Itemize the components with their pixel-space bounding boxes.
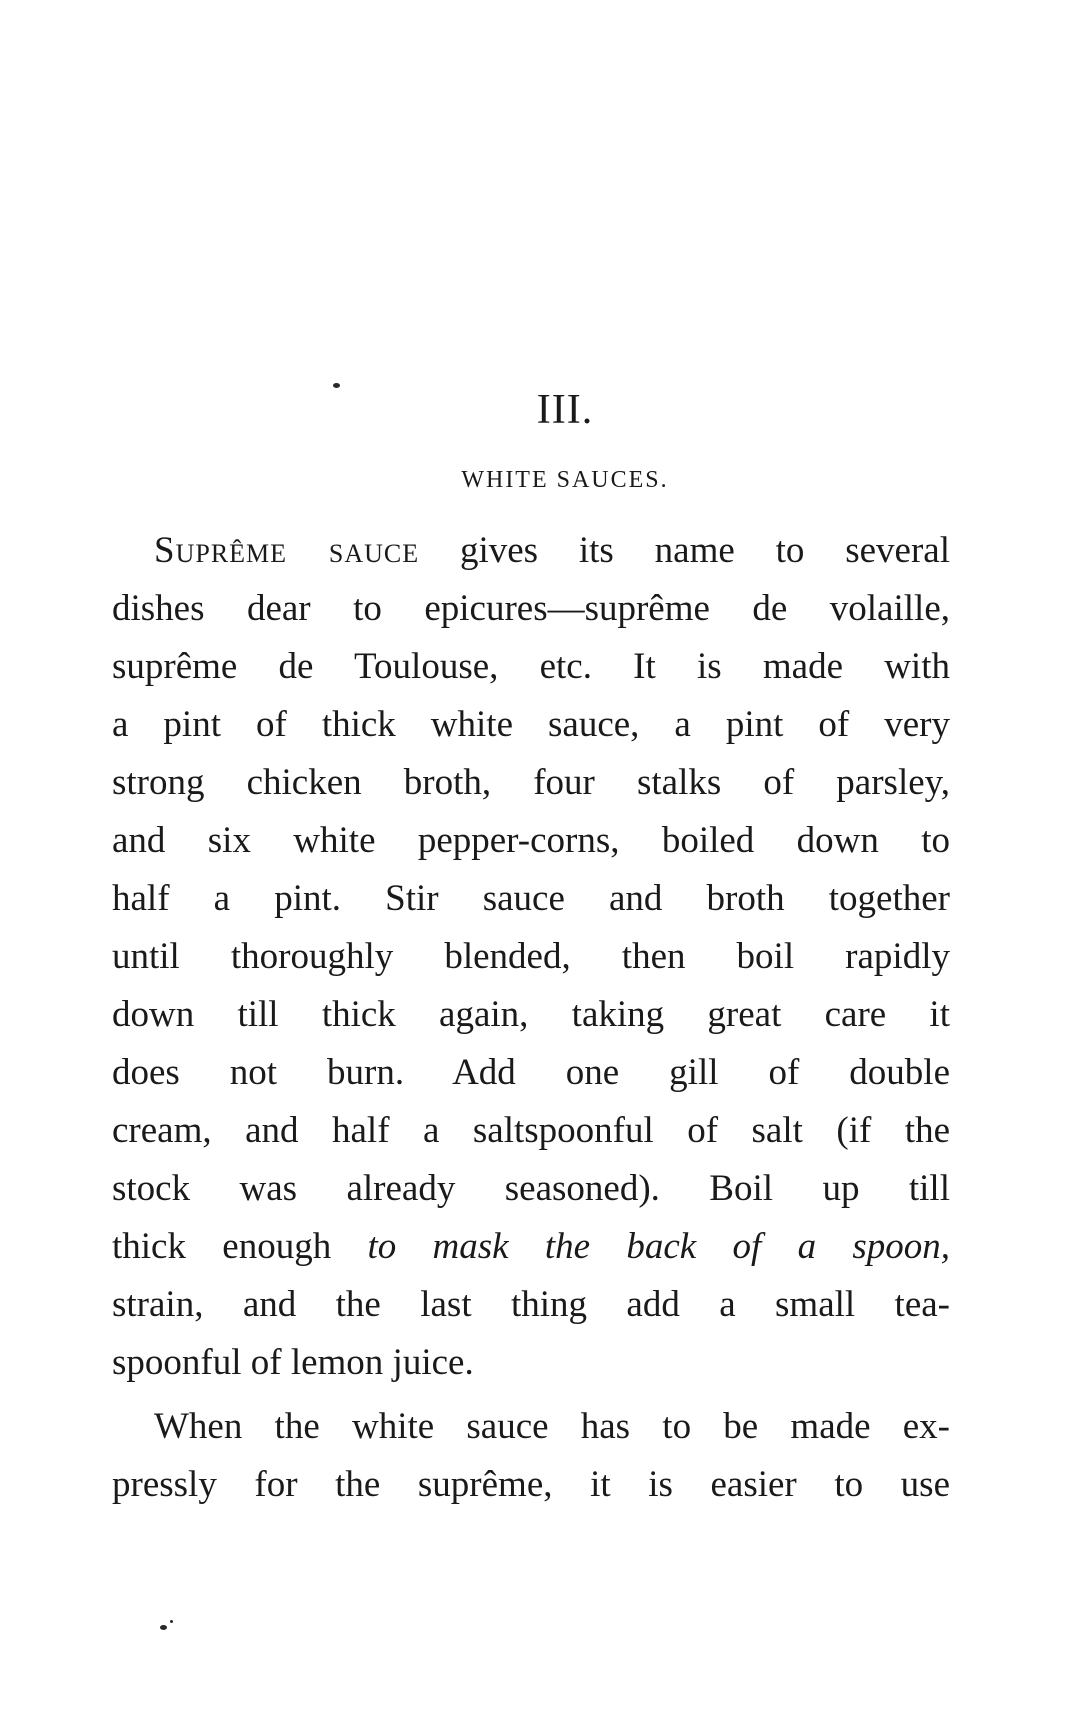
paragraph-line <box>112 1218 950 1276</box>
paragraph-line: down till thick again, taking great care it <box>112 994 950 1035</box>
paragraph-line <box>112 522 950 580</box>
paragraph-line: does not burn. Add one gill of double <box>112 1052 950 1093</box>
paragraph-line: stock was already seasoned). Boil up till <box>112 1168 950 1209</box>
paragraph-line: half a pint. Stir sauce and broth together <box>112 878 950 919</box>
small-caps-lead: Suprême sauce <box>154 530 420 571</box>
print-speck <box>160 1625 167 1630</box>
paragraph-line: strain, and the last thing add a small tea- <box>112 1284 950 1325</box>
line-text: gives its name to several <box>419 530 950 571</box>
paragraph-line: spoonful of lemon juice. <box>112 1342 474 1383</box>
italic-phrase: to mask the back of a spoon, <box>367 1226 951 1267</box>
line-text: thick enough <box>112 1226 368 1267</box>
paragraph-line: and six white pepper-corns, boiled down to <box>112 820 950 861</box>
chapter-number: III. <box>536 387 594 433</box>
paragraph-line: suprême de Toulouse, etc. It is made with <box>112 646 950 687</box>
paragraph-line: a pint of thick white sauce, a pint of very <box>112 704 950 745</box>
body-text <box>112 522 950 1514</box>
chapter-title: WHITE SAUCES. <box>461 467 669 493</box>
paragraph-line: pressly for the suprême, it is easier to use <box>112 1464 950 1505</box>
paragraph-line: until thoroughly blended, then boil rapidly <box>112 936 950 977</box>
paragraph-line: When the white sauce has to be made ex- <box>154 1406 950 1447</box>
print-speck <box>170 1620 173 1623</box>
paragraph-line: cream, and half a saltspoonful of salt (if the <box>112 1110 950 1151</box>
paragraph-line: strong chicken broth, four stalks of parsley, <box>112 762 950 803</box>
paragraph-line: dishes dear to epicures—suprême de volaille, <box>112 588 950 629</box>
